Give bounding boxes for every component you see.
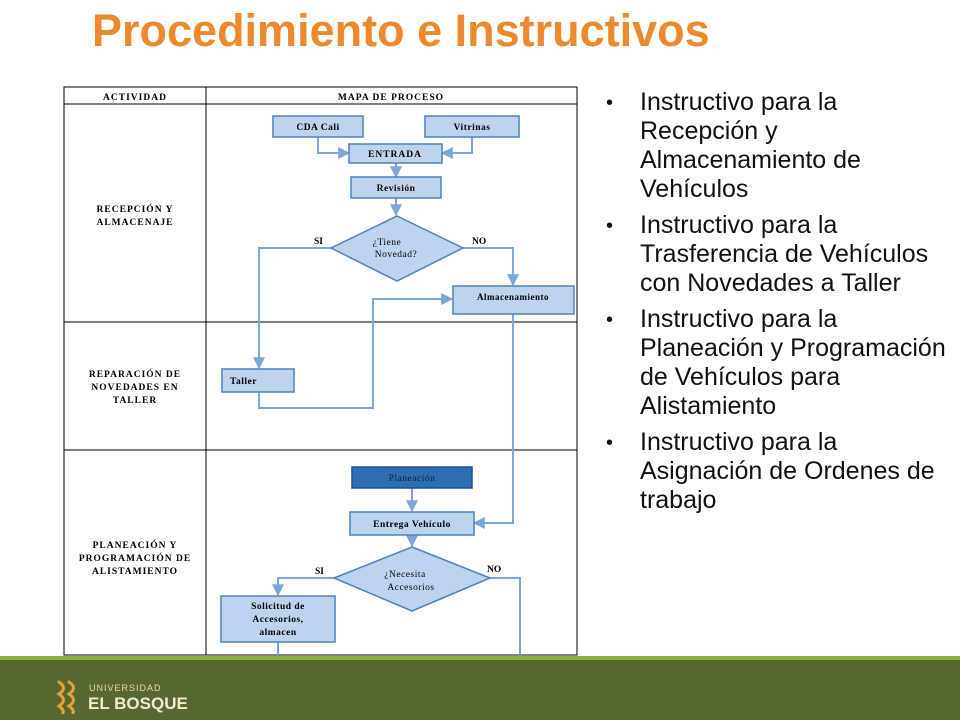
- connector-vitrinas-entrada: [442, 137, 472, 153]
- connector-no-down: [490, 578, 520, 655]
- box-solicitud-line1: Solicitud de: [251, 602, 305, 612]
- activity-repair: [89, 368, 181, 406]
- box-solicitud-line3: almacen: [259, 628, 297, 638]
- activity-planning-line2: PROGRAMACIÓN DE: [78, 554, 192, 564]
- activity-planning-line1: PLANEACIÓN Y: [92, 541, 178, 551]
- box-revision-label: Revisión: [376, 184, 416, 194]
- label-no-2: NO: [487, 565, 502, 575]
- bullet-icon: •: [606, 92, 614, 114]
- list-item: [606, 211, 956, 298]
- box-cda-cali-label: CDA Cali: [296, 123, 340, 133]
- list-item: [606, 88, 956, 204]
- connector-si-solicitud: [278, 578, 335, 595]
- activity-reception-line1: RECEPCIÓN Y: [96, 205, 174, 215]
- activity-planning: [79, 539, 191, 577]
- connector-almacenamiento-entrega: [474, 314, 513, 523]
- logo-small-text: UNIVERSIDAD: [89, 683, 162, 693]
- activity-planning-line3: ALISTAMIENTO: [91, 567, 179, 577]
- box-solicitud-line2: Accesorios,: [252, 615, 304, 625]
- logo-big-text: EL BOSQUE: [88, 694, 188, 713]
- connector-cda-entrada: [318, 137, 349, 153]
- activity-repair-line2: NOVEDADES EN: [91, 383, 179, 393]
- label-si-1: SI: [314, 237, 323, 247]
- list-item-text: Instructivo para la Asignación de Ordenes de trabajo: [640, 428, 935, 514]
- activity-reception-line2: ALMACENAJE: [96, 218, 174, 228]
- box-entrada-label: ENTRADA: [368, 150, 422, 160]
- label-no-1: NO: [472, 237, 487, 247]
- list-item: [606, 305, 956, 421]
- box-entrega-vehiculo-label: Entrega Vehículo: [373, 520, 451, 530]
- list-item: [606, 428, 956, 515]
- box-taller-label: Taller: [230, 377, 257, 387]
- bullet-icon: •: [606, 432, 614, 454]
- list-item-text: Instructivo para la Recepción y Almacenamiento de Vehículos: [640, 88, 861, 203]
- bullet-icon: •: [606, 215, 614, 237]
- label-si-2: SI: [315, 567, 324, 577]
- decision-tiene-novedad: [331, 216, 463, 281]
- header-process-map: MAPA DE PROCESO: [337, 93, 445, 103]
- header-activity: ACTIVIDAD: [103, 93, 167, 103]
- slide-title: Procedimiento e Instructivos: [92, 5, 710, 56]
- instructivos-list: [606, 88, 956, 522]
- decision-tiene-novedad-line2: Novedad?: [374, 250, 418, 260]
- connector-si-taller: [259, 248, 331, 368]
- list-item-text: Instructivo para la Planeación y Programación de Vehículos para Alistamiento: [640, 305, 946, 420]
- university-emblem-icon: [55, 680, 81, 714]
- activity-repair-line3: TALLER: [112, 396, 158, 406]
- decision-necesita-accesorios-line1: ¿Necesita: [384, 570, 426, 580]
- box-planeacion-label: Planeación: [388, 474, 436, 484]
- box-vitrinas-label: Vitrinas: [453, 123, 491, 133]
- bullet-icon: •: [606, 309, 614, 331]
- connector-no-almacenamiento: [463, 248, 513, 285]
- activity-repair-line1: REPARACIÓN DE: [88, 370, 182, 380]
- activity-reception: [96, 203, 173, 228]
- list-item-text: Instructivo para la Trasferencia de Vehículos con Novedades a Taller: [640, 211, 929, 297]
- box-almacenamiento-label: Almacenamiento: [477, 292, 549, 302]
- decision-tiene-novedad-line1: ¿Tiene: [372, 238, 402, 248]
- decision-necesita-accesorios-line2: Accesorios: [387, 583, 435, 593]
